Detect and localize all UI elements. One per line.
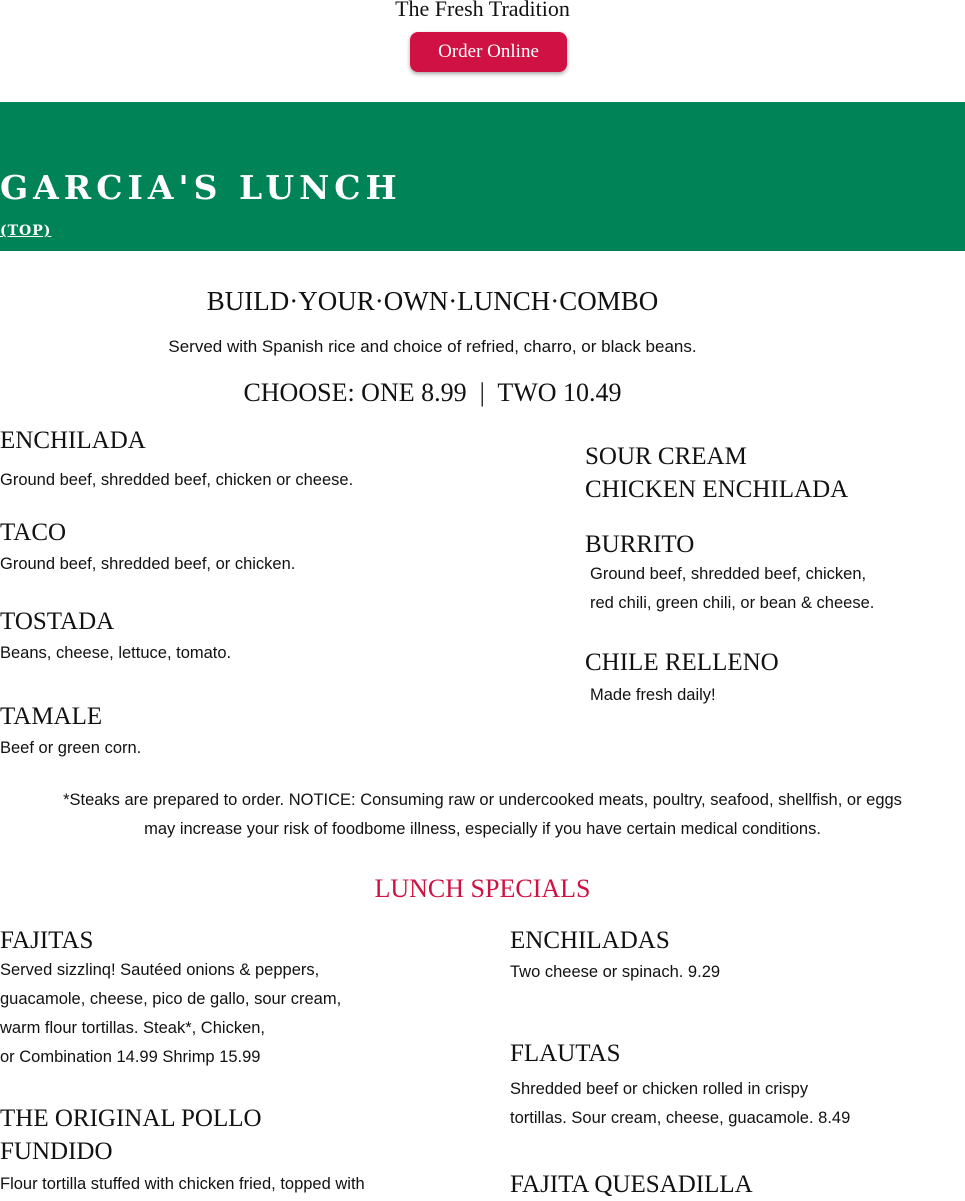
- tagline: The Fresh Tradition: [395, 0, 570, 21]
- special-pollo-title-2: FUNDIDO: [0, 1138, 113, 1165]
- item-burrito-desc-2: red chili, green chili, or bean & cheese.: [590, 594, 875, 612]
- notice-line-1: *Steaks are prepared to order. NOTICE: Consuming raw or undercooked meats, poultry, seafood, shellfish, or eggs: [63, 791, 902, 809]
- special-enchiladas-title: ENCHILADAS: [510, 927, 670, 954]
- special-fajitas-title: FAJITAS: [0, 927, 94, 954]
- item-tamale-desc: Beef or green corn.: [0, 739, 142, 757]
- item-chile-relleno-desc: Made fresh daily!: [590, 686, 716, 704]
- special-fajitas-desc-3: warm flour tortillas. Steak*, Chicken,: [0, 1019, 266, 1037]
- item-tostada-title: TOSTADA: [0, 608, 115, 635]
- special-fajitas-desc-2: guacamole, cheese, pico de gallo, sour cream,: [0, 990, 342, 1008]
- item-sour-cream-title-2: CHICKEN ENCHILADA: [585, 476, 849, 503]
- order-online-button[interactable]: Order Online: [410, 32, 567, 72]
- combo-subtitle: Served with Spanish rice and choice of refried, charro, or black beans.: [168, 337, 697, 356]
- specials-heading: LUNCH SPECIALS: [374, 874, 591, 903]
- item-sour-cream-title-1: SOUR CREAM: [585, 443, 747, 470]
- special-fajitas-desc-4: or Combination 14.99 Shrimp 15.99: [0, 1048, 261, 1066]
- section-banner: [0, 102, 965, 251]
- notice-line-2: may increase your risk of foodbome illness, especially if you have certain medical conditions.: [144, 820, 821, 838]
- special-pollo-desc: Flour tortilla stuffed with chicken fried, topped with: [0, 1175, 365, 1193]
- item-taco-desc: Ground beef, shredded beef, or chicken.: [0, 555, 296, 573]
- special-pollo-title-1: THE ORIGINAL POLLO: [0, 1105, 262, 1132]
- item-chile-relleno-title: CHILE RELLENO: [585, 649, 779, 676]
- special-fajitas-desc-1: Served sizzlinq! Sautéed onions & peppers,: [0, 961, 320, 979]
- special-fajita-quesadilla-title: FAJITA QUESADILLA: [510, 1171, 753, 1198]
- item-enchilada-title: ENCHILADA: [0, 427, 146, 454]
- special-enchiladas-desc: Two cheese or spinach. 9.29: [510, 963, 721, 981]
- item-burrito-title: BURRITO: [585, 531, 695, 558]
- item-tostada-desc: Beans, cheese, lettuce, tomato.: [0, 644, 232, 662]
- item-burrito-desc-1: Ground beef, shredded beef, chicken,: [590, 565, 867, 583]
- special-flautas-desc-1: Shredded beef or chicken rolled in crispy: [510, 1080, 809, 1098]
- section-title: GARCIA'S LUNCH: [0, 168, 402, 207]
- food-safety-notice: [0, 786, 965, 844]
- special-flautas-desc-2: tortillas. Sour cream, cheese, guacamole. 8.49: [510, 1109, 851, 1127]
- combo-heading: BUILD·YOUR·OWN·LUNCH·COMBO: [206, 286, 659, 316]
- item-enchilada-desc: Ground beef, shredded beef, chicken or cheese.: [0, 471, 354, 489]
- top-link[interactable]: (TOP): [0, 223, 52, 239]
- combo-price: CHOOSE: ONE 8.99 | TWO 10.49: [243, 378, 622, 407]
- special-flautas-title: FLAUTAS: [510, 1040, 621, 1067]
- item-taco-title: TACO: [0, 519, 67, 546]
- item-tamale-title: TAMALE: [0, 703, 103, 730]
